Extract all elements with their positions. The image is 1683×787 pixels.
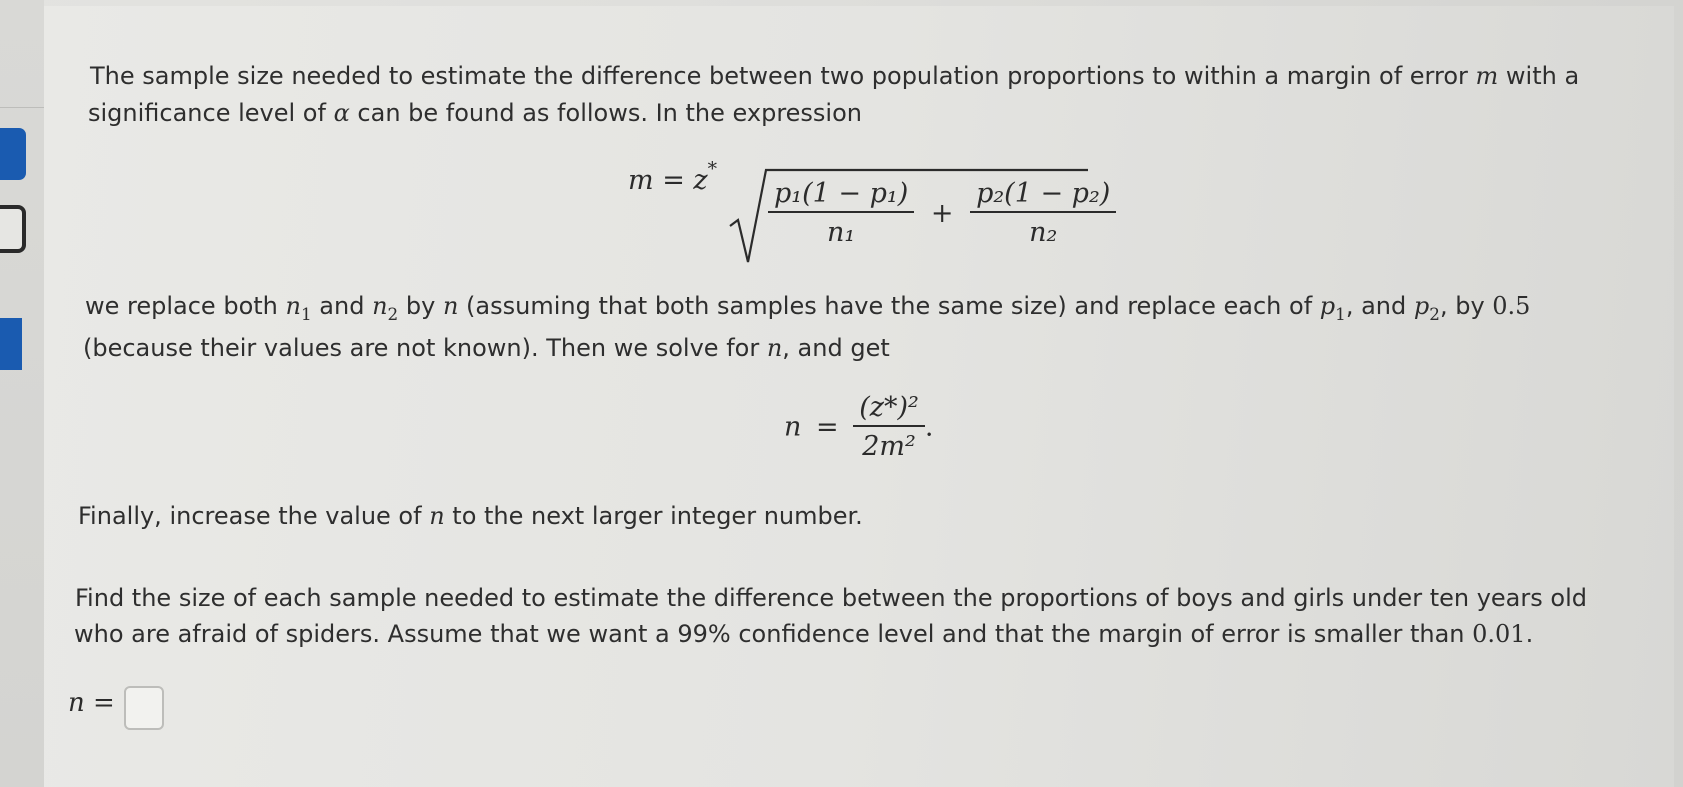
question-period: . xyxy=(1525,620,1534,648)
answer-input[interactable] xyxy=(124,686,164,730)
p2-subscript: 2 xyxy=(1429,303,1440,324)
p2-symbol: p xyxy=(1413,292,1430,320)
text: (assuming that both samples have the same size) and replace each of xyxy=(458,292,1320,320)
formula-lhs: n xyxy=(784,411,802,443)
fraction-1-denominator: n₁ xyxy=(827,217,856,248)
intro-text-2: significance level of xyxy=(88,99,334,127)
text: , by xyxy=(1439,292,1493,320)
n-symbol: n xyxy=(766,334,783,362)
answer-variable: n xyxy=(68,688,85,718)
intro-text-2-end: can be found as follows. In the expression xyxy=(349,99,862,127)
z-star: * xyxy=(707,158,718,180)
sidebar-tab-blue-top[interactable] xyxy=(0,128,26,180)
intro-text: The sample size needed to estimate the difference between two population proportions to within a margin of error xyxy=(90,62,1476,90)
fraction-1 xyxy=(768,178,914,248)
n-symbol: n xyxy=(442,292,459,320)
text: by xyxy=(398,292,443,320)
text: Finally, increase the value of xyxy=(78,502,430,530)
n2-symbol: n xyxy=(372,292,388,320)
text: and xyxy=(311,292,373,320)
left-sidebar xyxy=(0,0,44,787)
n1-subscript: 1 xyxy=(300,303,312,324)
fraction-denominator: 2m² xyxy=(862,431,916,462)
intro-text-end: with a xyxy=(1498,62,1580,90)
p1-symbol: p xyxy=(1319,292,1336,320)
margin-variable: m xyxy=(1475,62,1499,90)
text: (because their values are not known). Then we solve for xyxy=(83,334,767,362)
question-line-2 xyxy=(74,616,1533,652)
intro-line-1 xyxy=(90,58,1579,94)
text: , and get xyxy=(782,334,890,362)
formula-lhs: m xyxy=(628,165,654,196)
sidebar-tab-blue-bottom[interactable] xyxy=(0,318,22,370)
fraction-2 xyxy=(970,178,1116,248)
sqrt-contents xyxy=(768,178,1116,248)
rounding-instruction xyxy=(78,498,863,534)
margin-of-error-formula xyxy=(628,158,718,196)
answer-equals: = xyxy=(93,688,115,718)
value-half: 0.5 xyxy=(1492,292,1531,320)
plus-sign: + xyxy=(930,197,954,229)
text: we replace both xyxy=(85,292,286,320)
fraction-2-numerator: p₂(1 − p₂) xyxy=(970,178,1116,213)
fraction-numerator: (z*)² xyxy=(853,392,925,427)
replacement-line-1 xyxy=(85,288,1530,332)
z-symbol: z xyxy=(693,165,708,196)
p1-subscript: 1 xyxy=(1335,303,1346,324)
answer-label xyxy=(68,688,115,718)
text: to the next larger integer number. xyxy=(444,502,863,530)
n2-subscript: 2 xyxy=(387,303,399,324)
formula-period: . xyxy=(924,411,934,443)
fraction-2-denominator: n₂ xyxy=(1029,217,1058,248)
question-text: who are afraid of spiders. Assume that we want a 99% confidence level and that the margin of error is smaller than xyxy=(74,620,1473,648)
formula-equals: = xyxy=(662,165,685,196)
alpha-symbol: α xyxy=(333,99,350,127)
formula-equals: = xyxy=(815,411,839,443)
intro-line-2 xyxy=(88,95,862,131)
sidebar-divider xyxy=(0,107,44,108)
margin-value: 0.01 xyxy=(1472,620,1526,648)
replacement-line-2 xyxy=(83,330,890,366)
question-text: Find the size of each sample needed to estimate the difference between the proportions of boys and girls under ten years old xyxy=(75,584,1587,612)
sample-size-formula xyxy=(784,392,933,462)
question-line-1 xyxy=(75,580,1587,616)
n1-symbol: n xyxy=(285,292,301,320)
text: , and xyxy=(1345,292,1414,320)
sample-size-fraction xyxy=(853,392,925,462)
sidebar-tab-outlined[interactable] xyxy=(0,205,26,253)
n-symbol: n xyxy=(429,502,445,530)
fraction-1-numerator: p₁(1 − p₁) xyxy=(768,178,914,213)
